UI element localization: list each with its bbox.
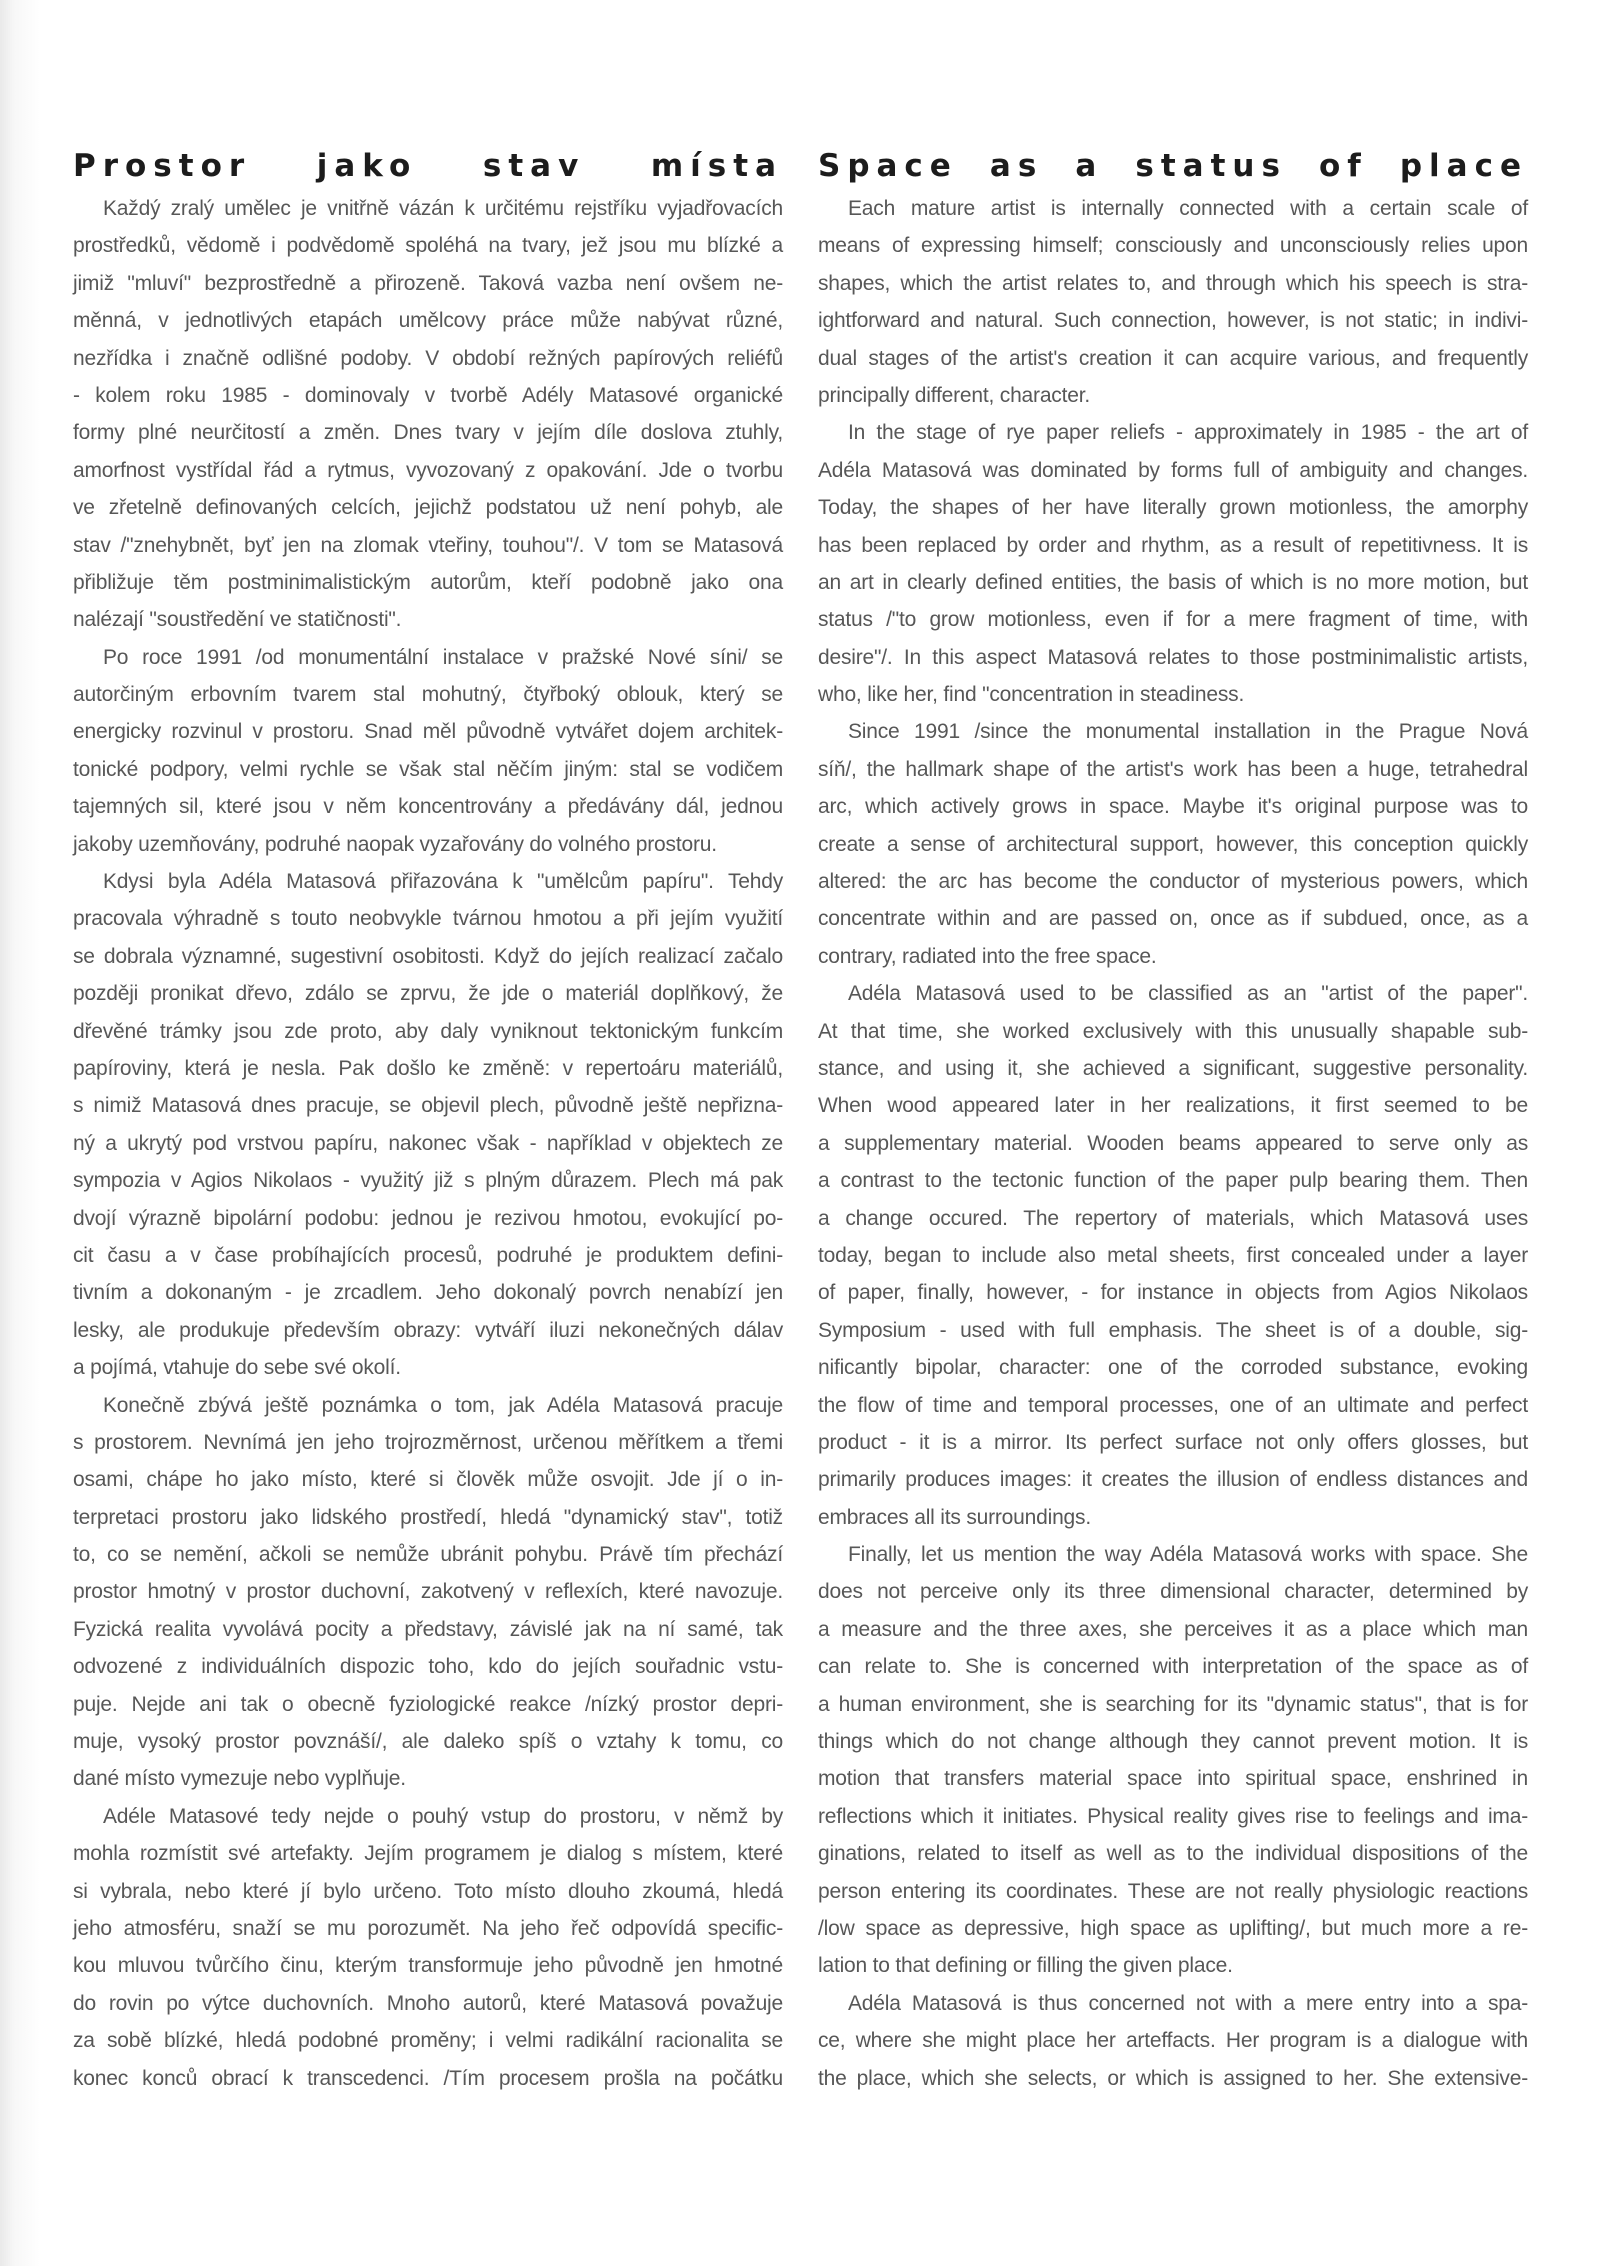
text-line: Po roce 1991 /od monumentální instalace v pražské Nové síni/ se (103, 645, 783, 669)
english-column (818, 146, 1528, 2097)
paragraph (73, 639, 783, 863)
text-line: /low space as depressive, high space as uplifting/, but much more a re- (818, 1916, 1528, 1940)
text-line: Today, the shapes of her have literally grown motionless, the amorphy (818, 496, 1528, 520)
text-line: to, co se nemění, ačkoli se nemůže ubránit pohybu. Právě tím přechází (73, 1543, 783, 1567)
czech-column (73, 146, 783, 2097)
text-line: jeho atmosféru, snaží se mu porozumět. Na jeho řeč odpovídá specific- (73, 1916, 783, 1940)
text-line: concentrate within and are passed on, once as if subdued, once, as a (818, 907, 1528, 931)
text-line: an art in clearly defined entities, the basis of which is no more motion, but (818, 570, 1528, 594)
text-line: terpretaci prostoru jako lidského prostředí, hledá "dynamický stav", totiž (73, 1505, 783, 1529)
text-line: se dobrala významné, sugestivní osobitosti. Když do jejích realizací začalo (73, 944, 783, 968)
paragraph (73, 190, 783, 639)
text-line: s nimiž Matasová dnes pracuje, se objevil plech, původně ještě nepřizna- (73, 1094, 783, 1118)
text-line: today, began to include also metal sheets, first concealed under a layer (818, 1243, 1528, 1267)
text-line: ný a ukrytý pod vrstvou papíru, nakonec však - například v objektech ze (73, 1131, 783, 1155)
text-line: formy plné neurčitostí a změn. Dnes tvary v jejím díle doslova ztuhly, (73, 421, 783, 445)
text-line: product - it is a mirror. Its perfect surface not only offers glosses, but (818, 1430, 1528, 1454)
text-line: shapes, which the artist relates to, and through which his speech is stra- (818, 271, 1528, 295)
text-line: In the stage of rye paper reliefs - approximately in 1985 - the art of (848, 421, 1528, 445)
text-line: prostředků, vědomě i podvědomě spoléhá na tvary, jež jsou mu blízké a (73, 234, 783, 258)
text-line: reflections which it initiates. Physical reality gives rise to feelings and ima- (818, 1804, 1528, 1828)
text-line: Each mature artist is internally connected with a certain scale of (848, 197, 1528, 220)
text-line: si vybrala, nebo které jí bylo určeno. Toto místo dlouho zkoumá, hledá (73, 1879, 783, 1903)
text-line: Adéla Matasová was dominated by forms full of ambiguity and changes. (818, 458, 1528, 482)
text-line: dané místo vymezuje nebo vyplňuje. (73, 1767, 406, 1791)
text-line: dřevěné trámky jsou zde proto, aby daly vyniknout tektonickým funkcím (73, 1019, 783, 1043)
text-line: konec konců obrací k transcedenci. /Tím procesem prošla na počátku (73, 2066, 783, 2090)
text-line: desire"/. In this aspect Matasová relates to those postminimalistic artists, (818, 645, 1528, 669)
text-line: stav /"znehybnět, byť jen na zlomak vteřiny, touhou"/. V tom se Matasová (73, 533, 783, 557)
text-line: nalézají "soustředění ve statičnosti". (73, 608, 402, 632)
text-line: puje. Nejde ani tak o obecně fyziologické reakce /nízký prostor depri- (73, 1692, 783, 1716)
text-line: Symposium - used with full emphasis. The sheet is of a double, sig- (818, 1318, 1528, 1342)
text-line: ginations, related to itself as well as to the individual dispositions of the (818, 1842, 1528, 1866)
text-line: create a sense of architectural support, however, this conception quickly (818, 832, 1528, 856)
text-line: mohla rozmístit své artefakty. Jejím programem je dialog s místem, které (73, 1842, 783, 1866)
text-line: motion that transfers material space into spiritual space, enshrined in (818, 1767, 1528, 1791)
english-title: Space as a status of place (818, 148, 1528, 184)
text-line: za sobě blízké, hledá podobné proměny; i velmi radikální racionalita se (73, 2029, 783, 2053)
paragraph (818, 713, 1528, 975)
text-line: odvozené z individuálních dispozic toho, kdo do jejích souřadnic vstu- (73, 1655, 783, 1679)
text-line: contrary, radiated into the free space. (818, 944, 1157, 968)
text-line: of paper, finally, however, - for instance in objects from Agios Nikolaos (818, 1281, 1528, 1305)
text-line: nificantly bipolar, character: one of the corroded substance, evoking (818, 1356, 1528, 1380)
english-body (818, 190, 1528, 2097)
text-line: principally different, character. (818, 383, 1090, 407)
text-line: the flow of time and temporal processes, one of an ultimate and perfect (818, 1393, 1528, 1417)
text-line: embraces all its surroundings. (818, 1505, 1091, 1529)
text-line: a supplementary material. Wooden beams appeared to serve only as (818, 1131, 1528, 1155)
text-line: the place, which she selects, or which is assigned to her. She extensive- (818, 2066, 1528, 2090)
text-line: s prostorem. Nevnímá jen jeho trojrozměrnost, určenou měřítkem a třemi (73, 1430, 783, 1454)
text-line: amorfnost vystřídal řád a rytmus, vyvozovaný z opakování. Jde o tvorbu (73, 458, 783, 482)
text-line: a contrast to the tectonic function of the paper pulp bearing them. Then (818, 1169, 1528, 1193)
text-line: dual stages of the artist's creation it can acquire various, and frequently (818, 346, 1528, 370)
text-line: things which do not change although they cannot prevent motion. It is (818, 1730, 1528, 1754)
text-line: autorčiným erbovním tvarem stal mohutný, čtyřboký oblouk, který se (73, 683, 783, 707)
text-line: Fyzická realita vyvolává pocity a představy, závislé jak na ní samé, tak (73, 1617, 783, 1641)
paragraph (73, 863, 783, 1386)
text-line: a measure and the three axes, she perceives it as a place which man (818, 1617, 1528, 1641)
text-line: muje, vysoký prostor povznáší/, ale daleko spíš o vztahy k tomu, co (73, 1730, 783, 1754)
text-line: stance, and using it, she achieved a significant, suggestive personality. (818, 1056, 1528, 1080)
text-line: pracovala výhradně s touto neobvykle tvárnou hmotou a při jejím využití (73, 907, 783, 931)
paragraph (818, 190, 1528, 414)
paragraph (818, 1536, 1528, 1985)
text-line: sympozia v Agios Nikolaos - využitý již s plným důrazem. Plech má pak (73, 1169, 783, 1193)
text-line: prostor hmotný v prostor duchovní, zakotvený v reflexích, které navozuje. (73, 1580, 783, 1604)
text-line: síň/, the hallmark shape of the artist's work has been a huge, tetrahedral (818, 757, 1528, 781)
text-line: ce, where she might place her arteffacts. Her program is a dialogue with (818, 2029, 1528, 2053)
text-line: a pojímá, vtahuje do sebe své okolí. (73, 1356, 401, 1380)
text-line: později pronikat dřevo, zdálo se zprvu, že jde o materiál doplňkový, že (73, 982, 783, 1006)
text-line: At that time, she worked exclusively with this unusually shapable sub- (818, 1019, 1528, 1043)
text-line: primarily produces images: it creates the illusion of endless distances and (818, 1468, 1528, 1492)
text-line: tajemných sil, které jsou v něm koncentrovány a předávány dál, jednou (73, 795, 783, 819)
text-line: jimiž "mluví" bezprostředně a přirozeně. Taková vazba není ovšem ne- (73, 271, 783, 295)
czech-body (73, 190, 783, 2097)
text-line: ve zřetelně definovaných celcích, jejichž podstatou už není pohyb, ale (73, 496, 783, 520)
text-line: dvojí výrazně bipolární podobu: jednou je rezivou hmotou, evokující po- (73, 1206, 783, 1230)
text-line: - kolem roku 1985 - dominovaly v tvorbě Adély Matasové organické (73, 383, 783, 407)
text-line: do rovin po výtce duchovních. Mnoho autorů, které Matasová považuje (73, 1991, 783, 2015)
text-line: When wood appeared later in her realizations, it first seemed to be (818, 1094, 1528, 1118)
text-line: osami, chápe ho jako místo, které si člověk může osvojit. Jde jí o in- (73, 1468, 783, 1492)
text-line: kou mluvou tvůrčího činu, kterým transformuje jeho původně jen hmotné (73, 1954, 783, 1978)
text-line: status /"to grow motionless, even if for a mere fragment of time, with (818, 608, 1528, 632)
text-line: arc, which actively grows in space. Maybe it's original purpose was to (818, 795, 1528, 819)
text-line: Since 1991 /since the monumental installation in the Prague Nová (848, 720, 1528, 744)
text-line: Konečně zbývá ještě poznámka o tom, jak Adéla Matasová pracuje (103, 1393, 783, 1417)
text-line: Adéle Matasové tedy nejde o pouhý vstup do prostoru, v němž by (103, 1804, 783, 1828)
text-line: means of expressing himself; consciously and unconsciously relies upon (818, 234, 1528, 258)
text-line: energicky rozvinul v prostoru. Snad měl původně vytvářet dojem architek- (73, 720, 783, 744)
paragraph (818, 975, 1528, 1536)
text-line: who, like her, find "concentration in steadiness. (818, 683, 1245, 707)
text-line: can relate to. She is concerned with interpretation of the space as of (818, 1655, 1528, 1679)
text-line: person entering its coordinates. These are not really physiologic reactions (818, 1879, 1528, 1903)
text-line: tonické podpory, velmi rychle se však stal něčím jiným: stal se vodičem (73, 757, 783, 781)
text-line: altered: the arc has become the conductor of mysterious powers, which (818, 870, 1528, 894)
text-line: cit času a v čase probíhajících procesů, podruhé je produktem defini- (73, 1243, 783, 1267)
text-line: does not perceive only its three dimensional character, determined by (818, 1580, 1528, 1604)
text-line: has been replaced by order and rhythm, as a result of repetitivness. It is (818, 533, 1528, 557)
text-line: tivním a dokonaným - je zrcadlem. Jeho dokonalý povrch nenabízí jen (73, 1281, 783, 1305)
text-line: lesky, ale produkuje především obrazy: vytváří iluzi nekonečných dálav (73, 1318, 783, 1342)
text-line: a change occured. The repertory of materials, which Matasová uses (818, 1206, 1528, 1230)
paragraph (73, 1798, 783, 2097)
text-line: Adéla Matasová used to be classified as an "artist of the paper". (848, 982, 1528, 1006)
text-line: Kdysi byla Adéla Matasová přiřazována k "umělcům papíru". Tehdy (103, 870, 783, 894)
text-line: nezřídka i značně odlišné podoby. V období režných papírových reliéfů (73, 346, 783, 370)
text-line: přibližuje těm postminimalistickým autorům, kteří podobně jako ona (73, 570, 783, 594)
text-line: ightforward and natural. Such connection, however, is not static; in indivi- (818, 309, 1528, 333)
paragraph (73, 1387, 783, 1798)
text-line: jakoby uzemňovány, podruhé naopak vyzařovány do volného prostoru. (73, 832, 717, 856)
text-line: Adéla Matasová is thus concerned not with a mere entry into a spa- (848, 1991, 1528, 2015)
text-line: a human environment, she is searching for its "dynamic status", that is for (818, 1692, 1528, 1716)
text-line: papíroviny, která je nesla. Pak došlo ke změně: v repertoáru materiálů, (73, 1056, 783, 1080)
paragraph (818, 414, 1528, 713)
text-line: Finally, let us mention the way Adéla Matasová works with space. She (848, 1543, 1528, 1567)
text-line: Každý zralý umělec je vnitřně vázán k určitému rejstříku vyjadřovacích (103, 197, 783, 220)
text-line: lation to that defining or filling the given place. (818, 1954, 1233, 1978)
czech-title: Prostor jako stav místa (73, 148, 783, 184)
text-line: měnná, v jednotlivých etapách umělcovy práce může nabývat různé, (73, 309, 783, 333)
paragraph (818, 1985, 1528, 2097)
